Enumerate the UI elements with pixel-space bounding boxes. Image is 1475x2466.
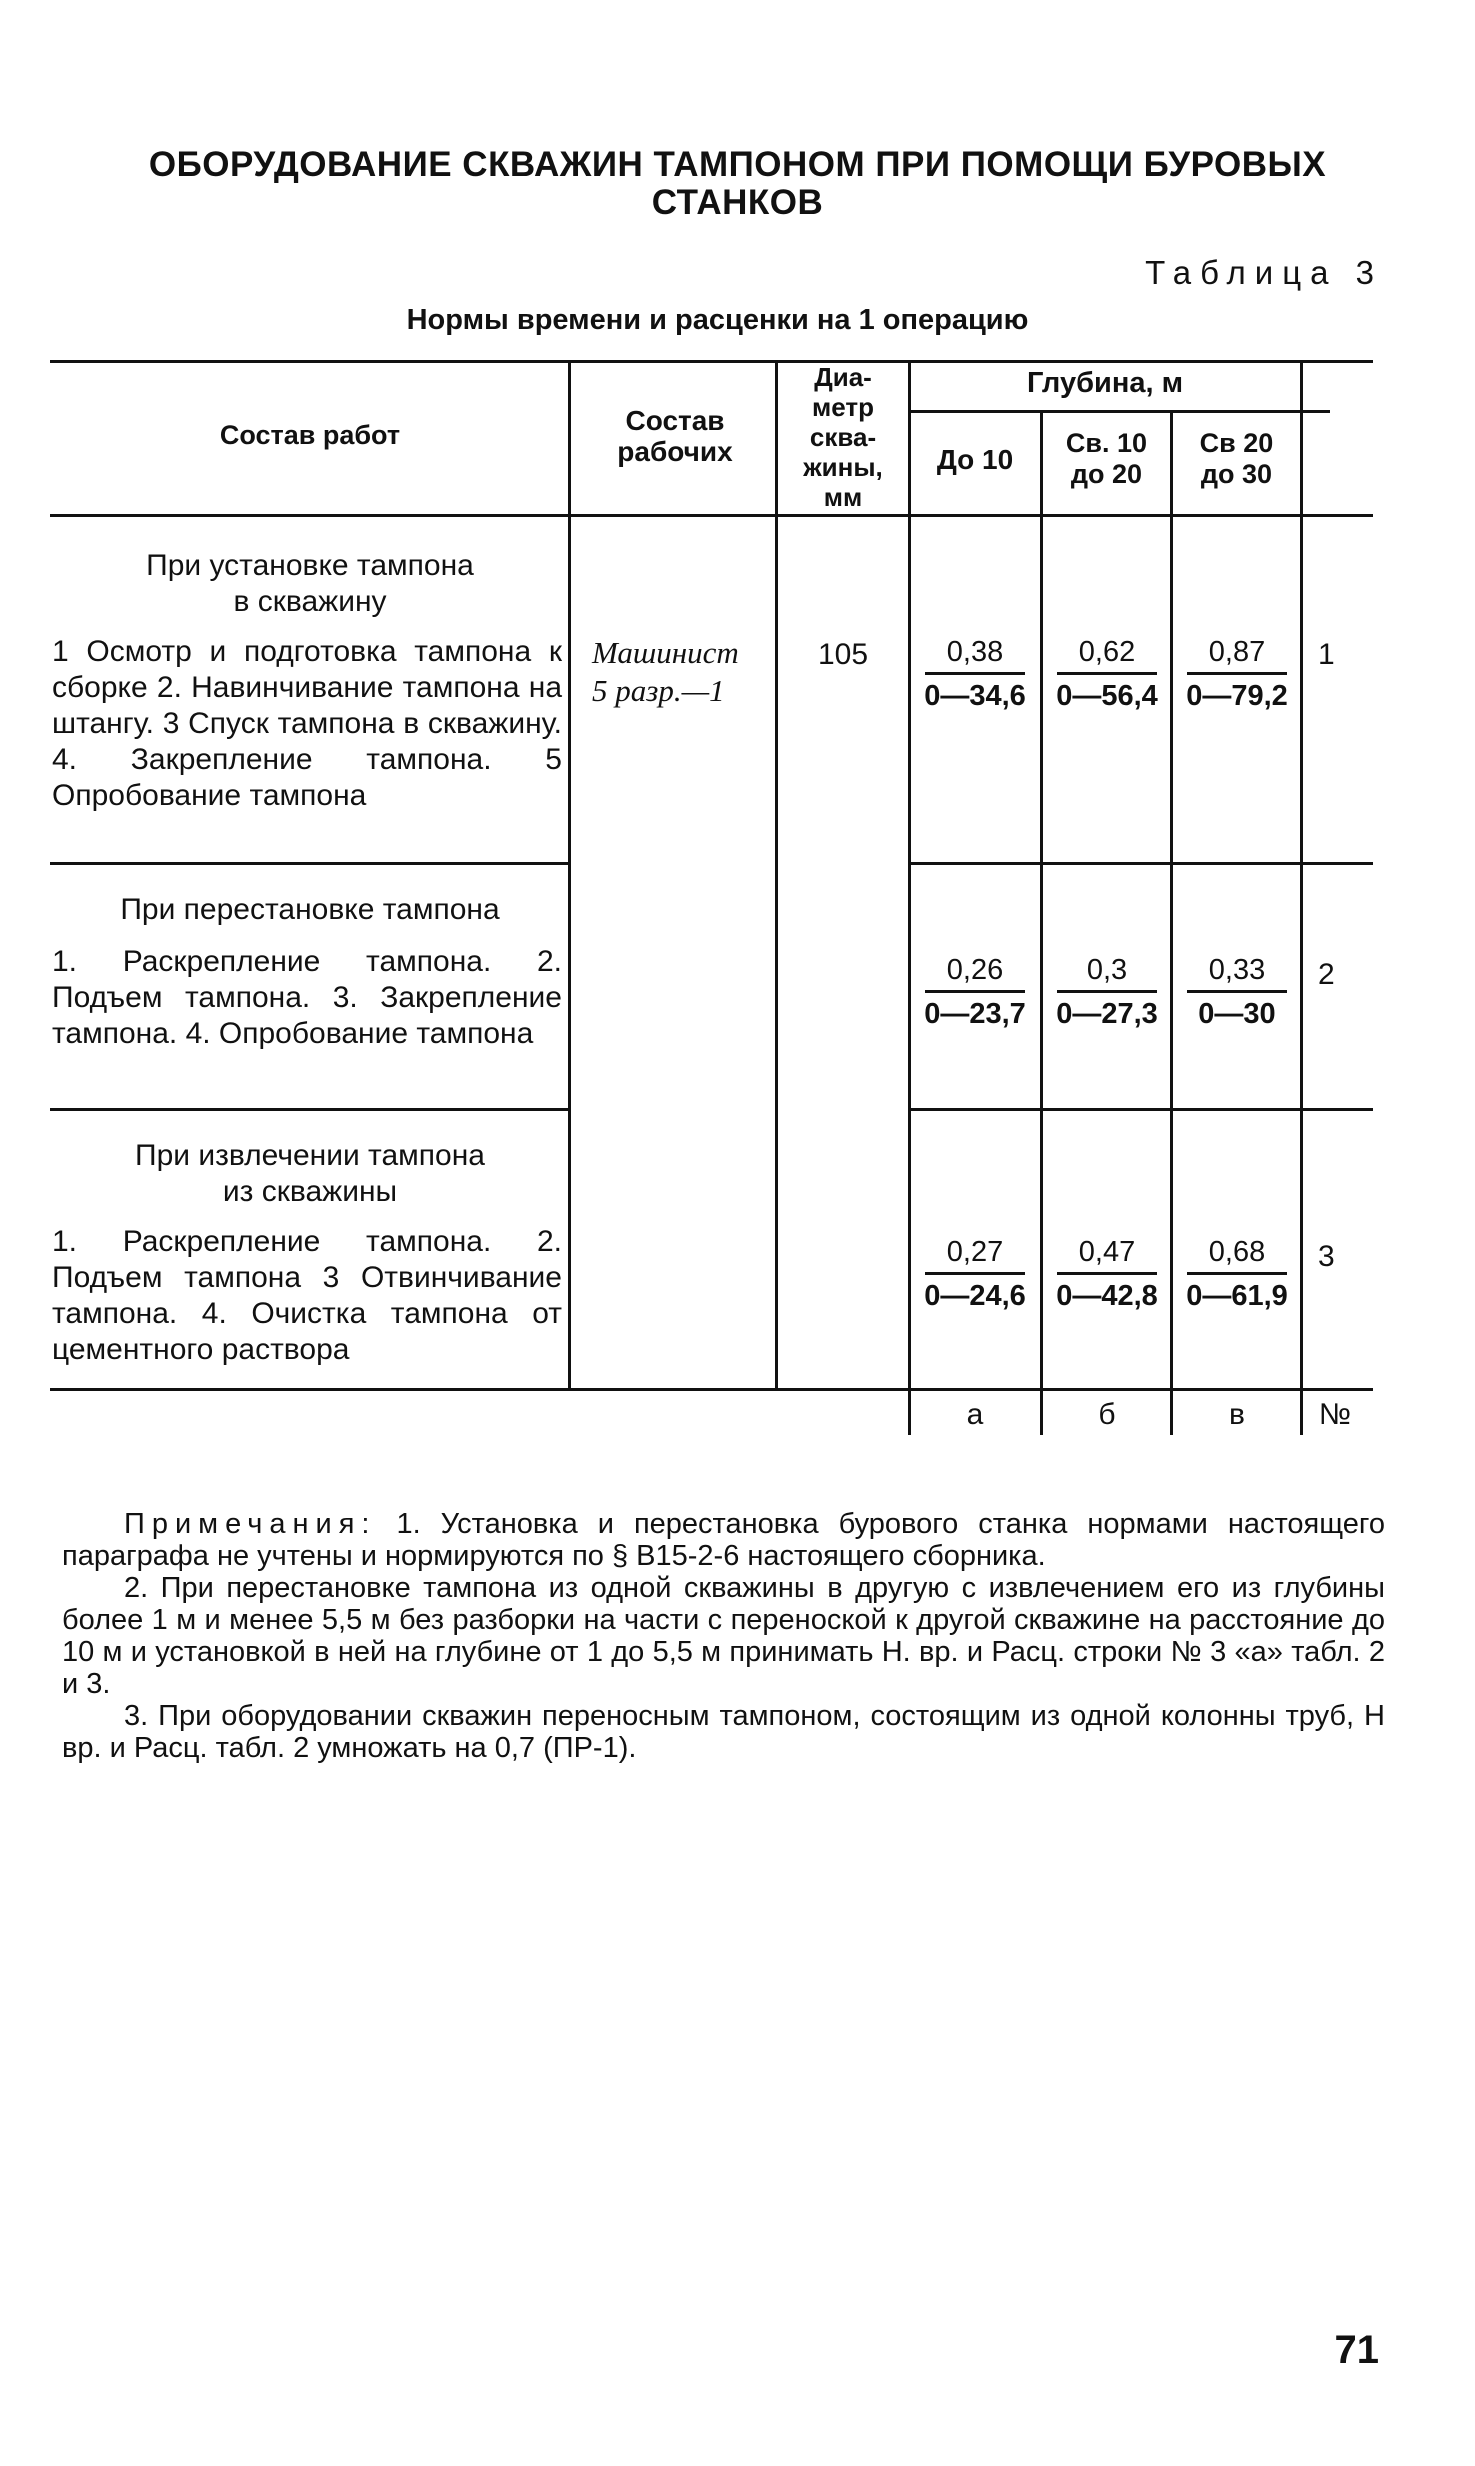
note-1-text: 1. Установка и перестановка бурового станка нормами настоящего параграфа не учтены и нормируются по § В15-2-6 настоящего сборника.	[62, 1508, 1385, 1572]
rate-1c: $\frac{0,87}{0—79,2}$	[1172, 632, 1302, 717]
section-text-3: 1. Раскрепление тампона. 2. Подъем тампона 3 Отвинчивание тампона. 4. Очистка тампона от цементного раствора	[52, 1225, 562, 1366]
row-number-2: 2	[1318, 958, 1335, 991]
header-work: Состав работ	[219, 420, 401, 450]
worker-composition: Машинист 5 разр.—1	[592, 635, 739, 708]
notes	[62, 1508, 1385, 1764]
rate-3b: $\frac{0,47}{0—42,8}$	[1042, 1232, 1172, 1317]
row-divider-1	[50, 862, 570, 865]
row-divider-2b	[910, 1108, 1373, 1111]
row-divider-2	[50, 1108, 570, 1111]
rate-1a: $\frac{0,38}{0—34,6}$	[910, 632, 1040, 717]
section-title-3: При извлечении тампона из скважины	[135, 1139, 485, 1208]
header-diameter: Диа- метр сква- жины, мм	[803, 362, 883, 512]
column-label-b: б	[1098, 1398, 1116, 1431]
column-label-a: а	[966, 1398, 984, 1431]
rate-2c: $\frac{0,33}{0—30}$	[1172, 950, 1302, 1035]
row-number-3: 3	[1318, 1240, 1335, 1273]
page-title: ОБОРУДОВАНИЕ СКВАЖИН ТАМПОНОМ ПРИ ПОМОЩИ БУРОВЫХ СТАНКОВ	[148, 145, 1327, 222]
table-bottom-border	[50, 1388, 1373, 1391]
section-text-1: 1 Осмотр и подготовка тампона к сборке 2. Навинчивание тампона на штангу. 3 Спуск тампона в скважину. 4. Закрепление тампона. 5 Опробование тампона	[52, 635, 562, 812]
depth-header-divider	[910, 410, 1330, 413]
row-number-1: 1	[1318, 638, 1335, 671]
row-divider-1b	[910, 862, 1373, 865]
column-label-c: в	[1229, 1398, 1245, 1431]
header-d2: Св. 10 до 20	[1065, 428, 1148, 489]
col-divider-workers	[568, 360, 571, 1388]
diameter-value: 105	[817, 638, 869, 671]
rate-3c: $\frac{0,68}{0—61,9}$	[1172, 1232, 1302, 1317]
section-title-1: При установке тампона в скважину	[146, 549, 474, 618]
page-number: 71	[1334, 2328, 1379, 2372]
rate-1b: $\frac{0,62}{0—56,4}$	[1042, 632, 1172, 717]
note-2: 2. При перестановке тампона из одной скважины в другую с извлечением его из глубины более 1 м и менее 5,5 м без разборки на части с переноской к другой скважине на расстояние до 10 м и установкой в ней на глубине от 1 до 5,5 м принимать Н. вр. и Расц. строки № 3 «а» табл. 2 и 3.	[62, 1572, 1385, 1700]
table-number: Таблица 3	[1145, 254, 1383, 291]
header-depth: Глубина, м	[1026, 367, 1184, 399]
rate-3a: $\frac{0,27}{0—24,6}$	[910, 1232, 1040, 1317]
table-title-text: Нормы времени и расценки на 1 операцию	[406, 304, 1029, 336]
column-label-no: №	[1318, 1398, 1352, 1431]
section-text-2: 1. Раскрепление тампона. 2. Подъем тампона. 3. Закрепление тампона. 4. Опробование тампона	[52, 945, 562, 1050]
note-1	[62, 1508, 1385, 1572]
note-3: 3. При оборудовании скважин переносным тампоном, состоящим из одной колонны труб, Н вр. и Расц. табл. 2 умножать на 0,7 (ПР-1).	[62, 1700, 1385, 1764]
notes-label: Примечания:	[124, 1508, 377, 1540]
header-bottom-border	[50, 514, 1373, 517]
rate-2b: $\frac{0,3}{0—27,3}$	[1042, 950, 1172, 1035]
header-d3: Св 20 до 30	[1199, 428, 1274, 489]
table-top-border	[50, 360, 1373, 363]
header-workers: Состав рабочих	[617, 405, 733, 467]
col-divider-diameter	[775, 360, 778, 1388]
rate-2a: $\frac{0,26}{0—23,7}$	[910, 950, 1040, 1035]
section-title-2: При перестановке тампона	[120, 893, 500, 926]
header-d1: До 10	[936, 444, 1014, 475]
table-title	[0, 304, 1475, 337]
